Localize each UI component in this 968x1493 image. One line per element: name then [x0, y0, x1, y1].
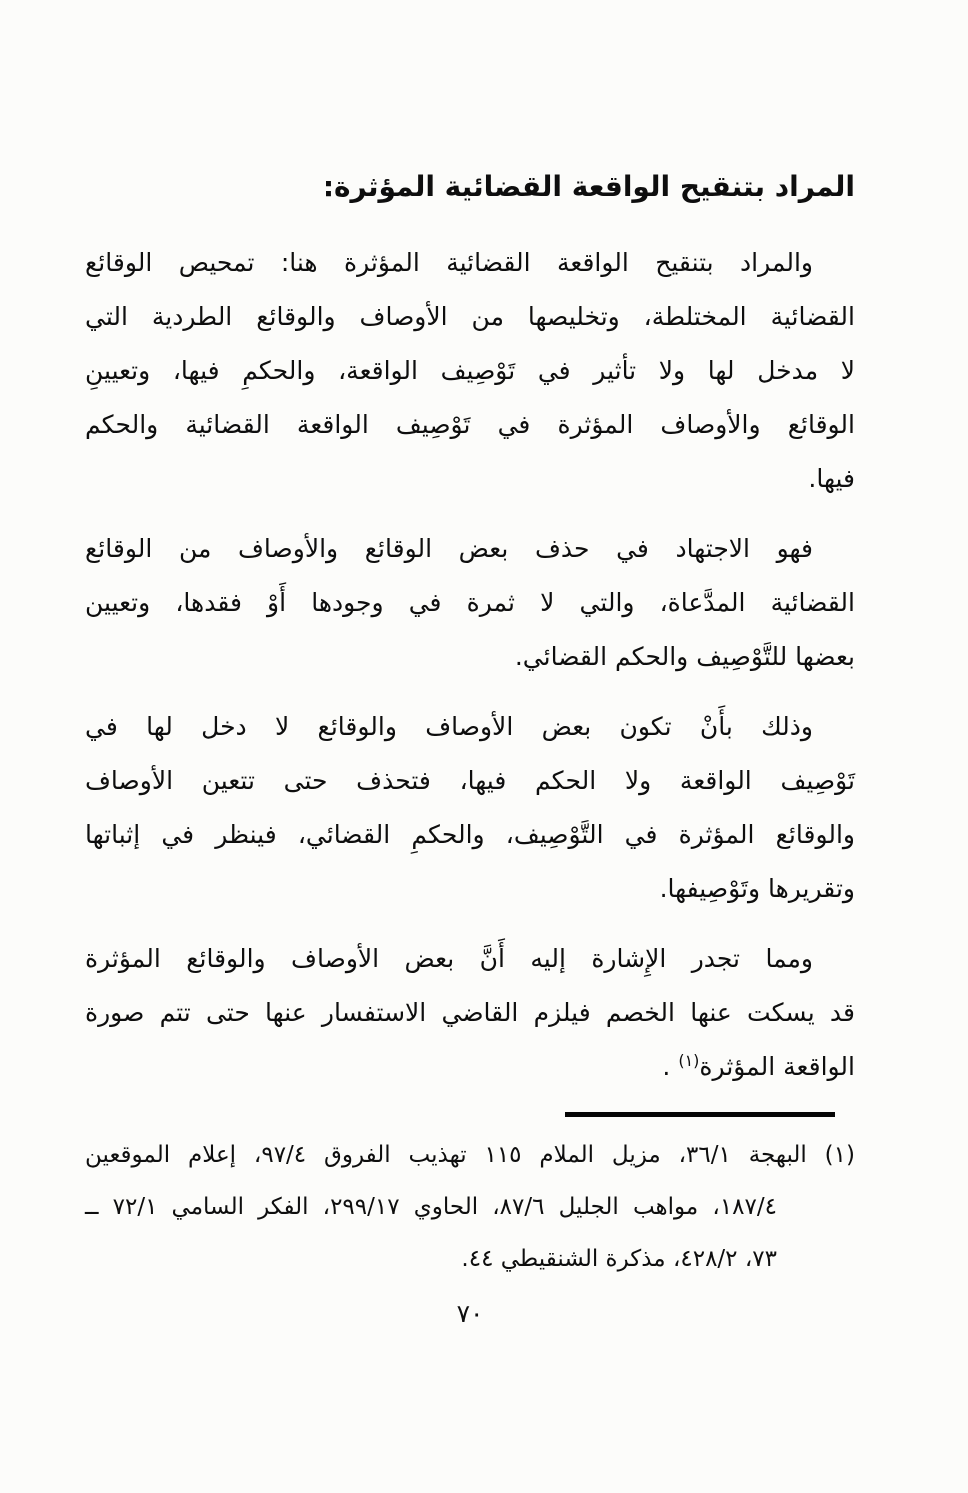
footnote-line: (١) البهجة ٣٦/١، مزيل الملام ١١٥ تهذيب الفروق ٩٧/٤، إعلام الموقعين [85, 1142, 855, 1168]
paragraph-2 [85, 522, 855, 684]
body-line: والوقائع المؤثرة في التَّوْصِيف، والحكمِ القضائي، فينظر في إثباتها [85, 820, 855, 849]
footnote-ref-marker: (١) [678, 1050, 700, 1070]
body-line [85, 1040, 855, 1094]
body-line: وذلك بأَنْ تكون بعض الأوصاف والوقائع لا دخل لها في [85, 712, 813, 741]
paragraph-1 [85, 236, 855, 506]
footnote-separator [565, 1112, 835, 1117]
body-line: ومما تجدر الإِشارة إليه أَنَّ بعض الأوصاف والوقائع المؤثرة [85, 944, 813, 973]
paragraph-4 [85, 932, 855, 1094]
paragraph-3 [85, 700, 855, 916]
footnote-line: ٧٣، ٤٢٨/٢، مذكرة الشنقيطي ٤٤. [461, 1246, 777, 1272]
body-line: قد يسكت عنها الخصم فيلزم القاضي الاستفسار عنها حتى تتم صورة [85, 998, 855, 1027]
body-line: القضائية المدَّعاة، والتي لا ثمرة في وجودها أَوْ فقدها، وتعيين [85, 588, 855, 617]
section-heading: المراد بتنقيح الواقعة القضائية المؤثرة: [322, 170, 855, 203]
body-line: فيها. [808, 464, 855, 493]
body-line: تَوْصِيف الواقعة ولا الحكم فيها، فتحذف حتى تتعين الأوصاف [85, 766, 855, 795]
footnote-line: ١٨٧/٤، مواهب الجليل ٨٧/٦، الحاوي ٢٩٩/١٧، الفكر السامي ٧٢/١ ــ [85, 1194, 777, 1220]
body-line: لا مدخل لها ولا تأثير في تَوْصِيف الواقعة، والحكمِ فيها، وتعيينِ [85, 356, 855, 385]
body-line: القضائية المختلطة، وتخليصها من الأوصاف والوقائع الطردية التي [85, 302, 855, 331]
body-line: والمراد بتنقيح الواقعة القضائية المؤثرة هنا: تمحيص الوقائع [85, 248, 813, 277]
body-line: وتقريرها وتَوْصِيفها. [659, 874, 855, 903]
footnote-block [85, 1129, 855, 1285]
page-number: ٧٠ [456, 1299, 484, 1328]
body-line: بعضها للتَّوْصِيف والحكم القضائي. [514, 642, 855, 671]
body-line-text: الواقعة المؤثرة [699, 1052, 855, 1081]
body-line: الوقائع والأوصاف المؤثرة في تَوْصِيف الواقعة القضائية والحكم [85, 410, 855, 439]
body-line: فهو الاجتهاد في حذف بعض الوقائع والأوصاف من الوقائع [85, 534, 813, 563]
sentence-period: . [662, 1052, 671, 1081]
